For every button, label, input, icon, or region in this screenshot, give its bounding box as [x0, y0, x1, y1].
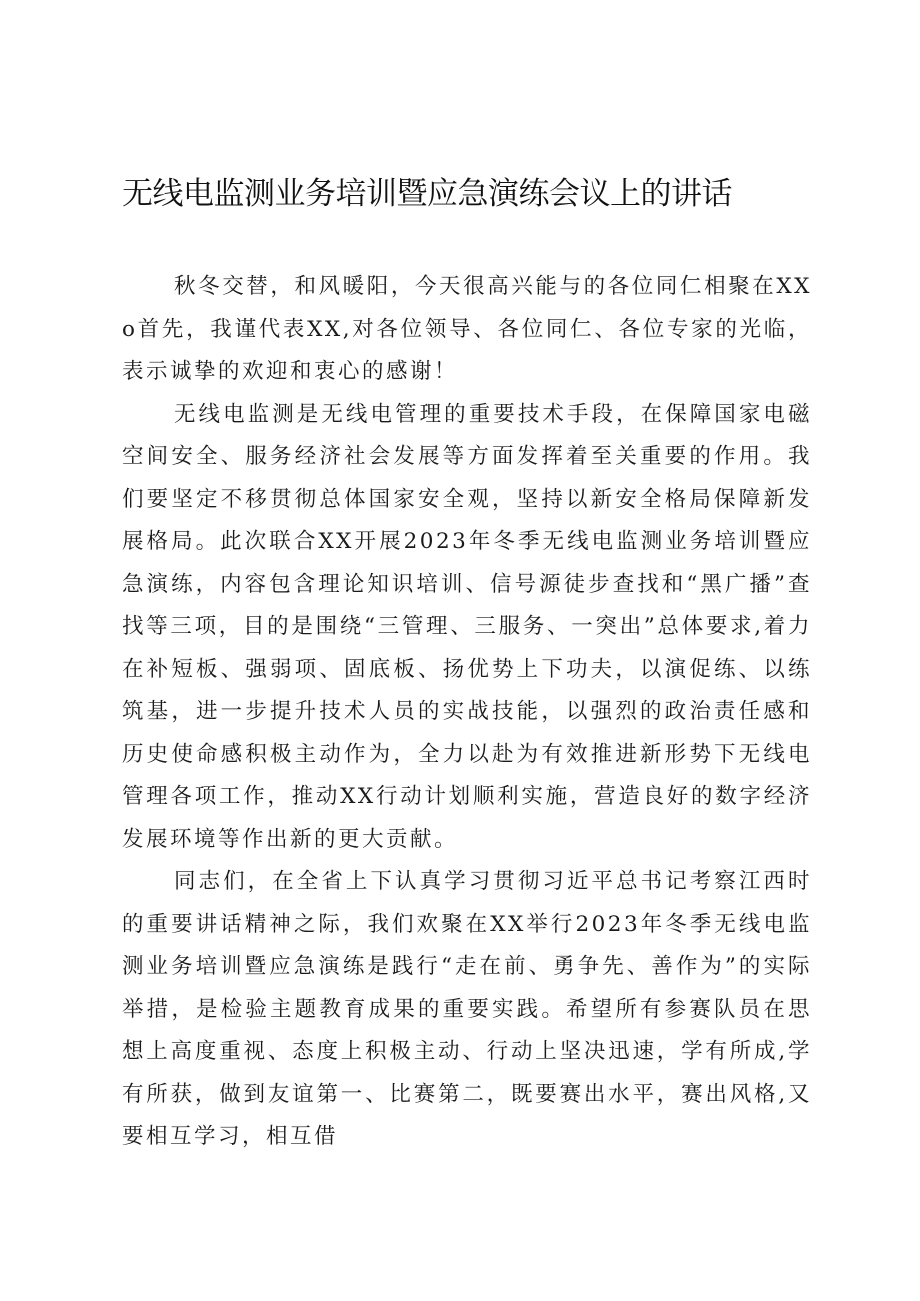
- paragraph-3: 同志们，在全省上下认真学习贯彻习近平总书记考察江西时的重要讲话精神之际，我们欢聚在XX举行2023年冬季无线电监测业务培训暨应急演练是践行“走在前、勇争先、善作为”的实际举措，是检验主题教育成果的重要实践。希望所有参赛队员在思想上高度重视、态度上积极主动、行动上坚决迅速，学有所成,学有所获，做到友谊第一、比赛第二，既要赛出水平，赛出风格,又要相互学习，相互借: [122, 869, 812, 1149]
- paragraph-1: 秋冬交替，和风暖阳，今天很高兴能与的各位同仁相聚在XXo首先，我谨代表XX,对各位领导、各位同仁、各位专家的光临，表示诚挚的欢迎和衷心的感谢！: [122, 274, 812, 384]
- paragraph-2: 无线电监测是无线电管理的重要技术手段，在保障国家电磁空间安全、服务经济社会发展等方面发挥着至关重要的作用。我们要坚定不移贯彻总体国家安全观，坚持以新安全格局保障新发展格局。此次联合XX开展2023年冬季无线电监测业务培训暨应急演练，内容包含理论知识培训、信号源徒步查找和“黑广播”查找等三项，目的是围绕“三管理、三服务、一突出”总体要求,着力在补短板、强弱项、固底板、扬优势上下功夫，以演促练、以练筑基，进一步提升技术人员的实战技能，以强烈的政治责任感和历史使命感积极主动作为，全力以赴为有效推进新形势下无线电管理各项工作，推动XX行动计划顺利实施，营造良好的数字经济发展环境等作出新的更大贡献。: [122, 401, 812, 852]
- document-title: 无线电监测业务培训暨应急演练会议上的讲话: [122, 176, 732, 212]
- document-body: [122, 266, 812, 1159]
